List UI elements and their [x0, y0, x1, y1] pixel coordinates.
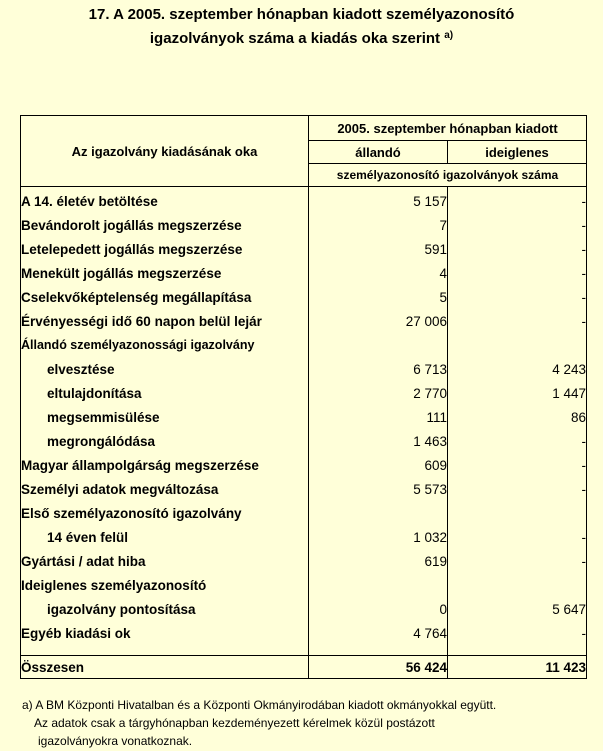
- temporary-value: 86: [448, 405, 587, 429]
- issuance-table: [20, 115, 587, 679]
- page-title-line2: [0, 30, 603, 47]
- temporary-value: [448, 501, 587, 525]
- temporary-value: 4 243: [448, 357, 587, 381]
- footnote-line-3: igazolványokra vonatkoznak.: [38, 734, 193, 748]
- table-row: [21, 357, 587, 381]
- permanent-value: 7: [309, 213, 448, 237]
- footnote-marker: a): [444, 30, 454, 41]
- total-temporary-value: 11 423: [448, 656, 587, 679]
- header-temporary: ideiglenes: [448, 141, 587, 164]
- permanent-value: 27 006: [309, 309, 448, 333]
- row-label: Gyártási / adat hiba: [21, 549, 309, 573]
- row-label: Bevándorolt jogállás megszerzése: [21, 213, 309, 237]
- temporary-value: -: [448, 525, 587, 549]
- temporary-value: -: [448, 285, 587, 309]
- temporary-value: -: [448, 309, 587, 333]
- row-label: megsemmisülése: [21, 405, 309, 429]
- temporary-value: -: [448, 453, 587, 477]
- table-row: [21, 621, 587, 645]
- table-row: [21, 187, 587, 214]
- permanent-value: [309, 501, 448, 525]
- table-row: [21, 429, 587, 453]
- table-row: [21, 213, 587, 237]
- row-label: igazolvány pontosítása: [21, 597, 309, 621]
- table-spacer-row: [21, 645, 587, 656]
- total-permanent-value: 56 424: [309, 656, 448, 679]
- row-label: Személyi adatok megváltozása: [21, 477, 309, 501]
- permanent-value: 6 713: [309, 357, 448, 381]
- temporary-value: 1 447: [448, 381, 587, 405]
- row-label: Érvényességi idő 60 napon belül lejár: [21, 309, 309, 333]
- row-label: Menekült jogállás megszerzése: [21, 261, 309, 285]
- spacer-cell: [448, 645, 587, 656]
- row-label: Letelepedett jogállás megszerzése: [21, 237, 309, 261]
- permanent-value: 5: [309, 285, 448, 309]
- table-row: [21, 309, 587, 333]
- row-label: Egyéb kiadási ok: [21, 621, 309, 645]
- permanent-value: 0: [309, 597, 448, 621]
- permanent-value: 111: [309, 405, 448, 429]
- temporary-value: -: [448, 621, 587, 645]
- total-row: [21, 656, 587, 679]
- table-row-group-heading: [21, 501, 587, 525]
- table-row: [21, 381, 587, 405]
- permanent-value: 591: [309, 237, 448, 261]
- table-row: [21, 261, 587, 285]
- table-row-group-heading: [21, 573, 587, 597]
- table-row: [21, 453, 587, 477]
- temporary-value: 5 647: [448, 597, 587, 621]
- table-row: [21, 237, 587, 261]
- row-label: megrongálódása: [21, 429, 309, 453]
- permanent-value: [309, 333, 448, 357]
- permanent-value: [309, 573, 448, 597]
- permanent-value: 609: [309, 453, 448, 477]
- table-row: [21, 549, 587, 573]
- temporary-value: [448, 573, 587, 597]
- table-row: [21, 525, 587, 549]
- total-label: Összesen: [21, 656, 309, 679]
- temporary-value: [448, 333, 587, 357]
- spacer-cell: [309, 645, 448, 656]
- header-category: Az igazolvány kiadásának oka: [21, 116, 309, 187]
- row-label: Állandó személyazonossági igazolvány: [21, 333, 309, 357]
- spacer-cell: [21, 645, 309, 656]
- permanent-value: 4: [309, 261, 448, 285]
- row-label: Magyar állampolgárság megszerzése: [21, 453, 309, 477]
- permanent-value: 1 032: [309, 525, 448, 549]
- permanent-value: 1 463: [309, 429, 448, 453]
- permanent-value: 4 764: [309, 621, 448, 645]
- table-row: [21, 405, 587, 429]
- footnote-line-1: a) A BM Központi Hivatalban és a Központi Okmányirodában kiadott okmányokkal együtt.: [22, 698, 497, 712]
- row-label: eltulajdonítása: [21, 381, 309, 405]
- page-title-line1: 17. A 2005. szeptember hónapban kiadott személyazonosító: [88, 6, 515, 23]
- temporary-value: -: [448, 261, 587, 285]
- row-label: elvesztése: [21, 357, 309, 381]
- permanent-value: 619: [309, 549, 448, 573]
- footnote-line-2: Az adatok csak a tárgyhónapban kezdeményezett kérelmek közül postázott: [34, 716, 435, 730]
- table-row: [21, 285, 587, 309]
- header-subtitle: személyazonosító igazolványok száma: [309, 164, 587, 187]
- header-permanent: állandó: [309, 141, 448, 164]
- permanent-value: 5 157: [309, 187, 448, 214]
- temporary-value: -: [448, 237, 587, 261]
- page-title-line2-text: igazolványok száma a kiadás oka szerint: [149, 30, 441, 47]
- footnotes: [22, 696, 496, 750]
- row-label: Ideiglenes személyazonosító: [21, 573, 309, 597]
- permanent-value: 2 770: [309, 381, 448, 405]
- temporary-value: -: [448, 187, 587, 214]
- row-label: Cselekvőképtelenség megállapítása: [21, 285, 309, 309]
- permanent-value: 5 573: [309, 477, 448, 501]
- table-row: [21, 597, 587, 621]
- table-row-group-heading: [21, 333, 587, 357]
- temporary-value: -: [448, 549, 587, 573]
- temporary-value: -: [448, 477, 587, 501]
- row-label: A 14. életév betöltése: [21, 187, 309, 214]
- table-row: [21, 477, 587, 501]
- temporary-value: -: [448, 429, 587, 453]
- temporary-value: -: [448, 213, 587, 237]
- row-label: 14 éven felül: [21, 525, 309, 549]
- row-label: Első személyazonosító igazolvány: [21, 501, 309, 525]
- header-period: 2005. szeptember hónapban kiadott: [309, 116, 587, 141]
